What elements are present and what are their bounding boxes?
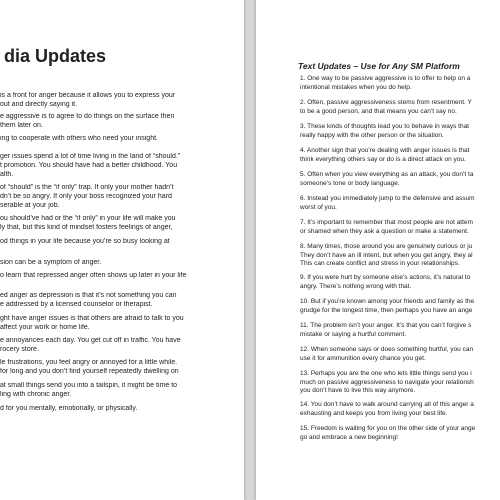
paragraph-line: t promotion. You should have had a better childhood. You <box>0 161 178 169</box>
list-item-line: mistake or saying a hurtful comment. <box>300 330 407 338</box>
paragraph-line: o learn that repressed anger often shows up later in your life <box>0 272 187 279</box>
list-item <box>300 298 500 315</box>
paragraph-line: dn’t be so angry. If only your boss recognized your hard <box>0 192 172 200</box>
list-item <box>300 123 500 140</box>
list-item <box>300 346 500 363</box>
list-item-line: use it for ammunition every chance you get. <box>300 354 426 362</box>
paragraph-line: alth. <box>0 170 14 178</box>
list-item <box>300 274 500 291</box>
list-item <box>300 195 500 212</box>
list-item-line: 13. Perhaps you are the one who lets little things send you i <box>300 370 472 377</box>
list-item <box>300 171 500 188</box>
paragraph-line: ly that, but this kind of mindset fosters feelings of anger, <box>0 223 173 231</box>
list-item-line: really happy with the other person or the situation. <box>300 131 444 139</box>
list-item-line: 15. Freedom is waiting for you on the other side of your ange <box>300 425 476 432</box>
paragraph-line: serable at your job. <box>0 201 60 209</box>
list-item-line: think everything others say or do is a direct attack on you. <box>300 155 466 163</box>
paragraph <box>0 272 232 281</box>
paragraph-line: them later on. <box>0 121 43 129</box>
list-item-line: 14. You don’t have to walk around carrying all of this anger a <box>300 401 474 408</box>
list-item <box>300 147 500 164</box>
paragraph-line: e addressed by a licensed counselor or therapist. <box>0 300 153 308</box>
paragraph <box>0 215 232 233</box>
list-item-line: much on passive aggressiveness to navigate your relationsh <box>300 378 474 386</box>
list-item-line: angry. There’s nothing wrong with that. <box>300 282 412 290</box>
document-page-left <box>0 0 244 500</box>
list-item-line: go and embrace a new beginning! <box>300 433 398 441</box>
list-item <box>300 219 500 236</box>
list-item-line: 1. One way to be passive aggressive is to offer to help on a <box>300 75 471 82</box>
paragraph-line: ger issues spend a lot of time living in the land of “should.” <box>0 153 181 160</box>
paragraph-line: of “should” is the “if only” trap. If only your mother hadn’t <box>0 184 174 191</box>
paragraph-line: ou should’ve had or the “if only” in your life will make you <box>0 215 176 222</box>
list-item <box>300 425 500 442</box>
paragraph <box>0 92 232 110</box>
paragraph-line: ght have anger issues is that others are afraid to talk to you <box>0 315 184 322</box>
paragraph <box>0 292 232 310</box>
paragraph-line: is a front for anger because it allows you to express your <box>0 92 176 99</box>
list-item <box>300 99 500 116</box>
list-item-line: 5. Often when you view everything as an attack, you don’t ta <box>300 171 474 178</box>
list-item-line: They don’t have an ill intent, but when you get angry, they al <box>300 251 473 259</box>
list-item-line: worst of you. <box>300 203 337 211</box>
paragraph-line: d for you mentally, emotionally, or physically. <box>0 405 138 412</box>
list-item-line: exhausting and keeps you from living your best life. <box>300 409 448 417</box>
list-item <box>300 243 500 269</box>
paragraph-line: le frustrations, you feel angry or annoyed for a little while. <box>0 359 178 366</box>
list-item-line: 10. But if you’re known among your friends and family as the <box>300 298 475 305</box>
list-item-line: 6. Instead you immediately jump to the defensive and assum <box>300 195 475 202</box>
list-item-line: This can create conflict and stress in your relationships. <box>300 260 460 268</box>
paragraph <box>0 337 232 355</box>
list-item-line: or shamed when they ask a question or make a statement. <box>300 227 469 235</box>
paragraph-line: at small things send you into a tailspin, it might be time to <box>0 382 178 389</box>
section-subtitle: Text Updates – Use for Any SM Platform <box>298 61 460 71</box>
paragraph-line: sion can be a symptom of anger. <box>0 259 102 266</box>
list-item-line: 9. If you were hurt by someone else’s actions, it’s natural to <box>300 274 471 281</box>
paragraph <box>0 405 232 414</box>
paragraph-line: affect your work or home life. <box>0 323 90 331</box>
list-item-line: 3. These kinds of thoughts lead you to behave in ways that <box>300 123 469 130</box>
paragraph <box>0 315 232 333</box>
list-item-line: someone’s tone or body language. <box>300 179 400 187</box>
list-item-line: 4. Another sign that you’re dealing with anger issues is that <box>300 147 470 154</box>
list-item <box>300 370 500 396</box>
list-item <box>300 75 500 92</box>
paragraph <box>0 359 232 377</box>
paragraph-line: e annoyances each day. You get cut off in traffic. You have <box>0 337 181 344</box>
paragraph <box>0 135 232 144</box>
paragraph-line: od things in your life because you’re so busy looking at <box>0 238 170 245</box>
list-item-line: 8. Many times, those around you are genuinely curious or ju <box>300 243 473 250</box>
paragraph <box>0 382 232 400</box>
paragraph-line: ing to cooperate with others who need your insight. <box>0 135 158 142</box>
list-item-line: 2. Often, passive aggressiveness stems from resentment. Y <box>300 99 472 106</box>
list-item <box>300 322 500 339</box>
list-item-line: intentional mistakes when you do help. <box>300 83 412 91</box>
paragraph-line: ling with chronic anger. <box>0 390 72 398</box>
paragraph-line: ed anger as depression is that it’s not something you can <box>0 292 177 299</box>
list-item-line: 7. It’s important to remember that most people are not attem <box>300 219 473 226</box>
paragraph-line: e aggressive is to agree to do things on the surface then <box>0 113 175 120</box>
list-item-line: you don’t have to live this way anymore. <box>300 387 416 395</box>
paragraph-line: for long and you don’t find yourself repeatedly dwelling on <box>0 367 179 375</box>
paragraph-line: rocery store. <box>0 345 39 353</box>
paragraph <box>0 184 232 210</box>
list-item-line: 11. The problem isn’t your anger. It’s that you can’t forgive s <box>300 322 472 329</box>
document-page-right <box>256 0 500 500</box>
paragraph <box>0 238 232 247</box>
paragraph <box>0 153 232 179</box>
list-item-line: grudge for the longest time, then perhaps you have an ange <box>300 306 473 314</box>
paragraph <box>0 113 232 131</box>
page-title: dia Updates <box>4 46 107 66</box>
list-item <box>300 401 500 418</box>
list-item-line: to be a good person, and that means you can’t say no. <box>300 107 457 115</box>
list-item-line: 12. When someone says or does something hurtful, you can <box>300 346 474 353</box>
paragraph-line: out and directly saying it. <box>0 100 78 108</box>
paragraph <box>0 259 232 268</box>
